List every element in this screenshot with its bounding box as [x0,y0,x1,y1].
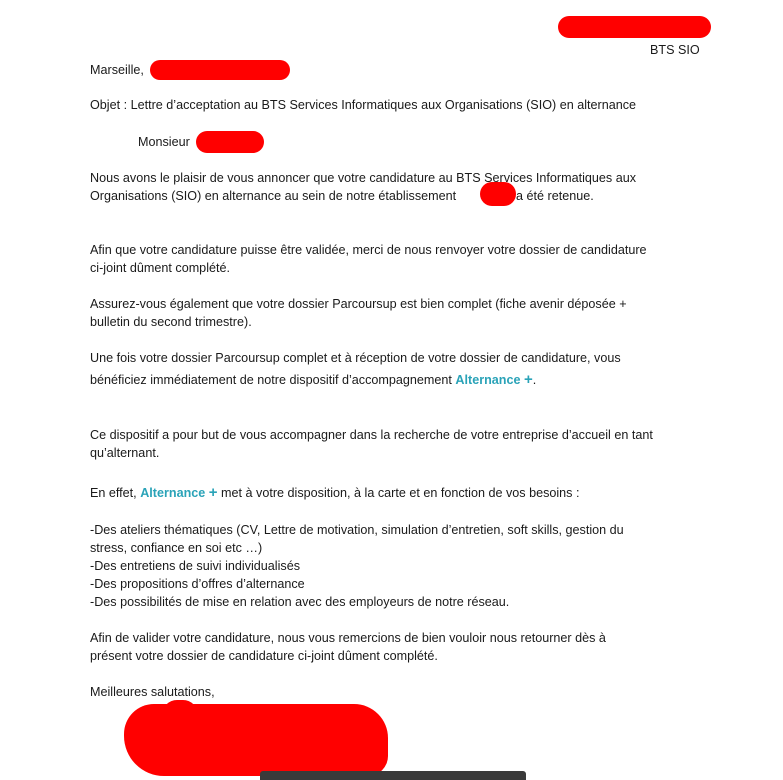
paragraph-6 [90,484,579,502]
paragraph-4-line-1: Une fois votre dossier Parcoursup complet et à réception de votre dossier de candidature, vous [90,351,621,365]
paragraph-5-line-2: qu’alternant. [90,446,160,460]
paragraph-4-end: . [532,373,537,387]
paragraph-3-line-1: Assurez-vous également que votre dossier Parcoursup est bien complet (fiche avenir déposée + [90,297,627,311]
redaction-recipient-name [558,16,711,38]
list-item-1a: -Des ateliers thématiques (CV, Lettre de motivation, simulation d’entretien, soft skills, gestion du [90,523,624,537]
paragraph-2-line-1: Afin que votre candidature puisse être validée, merci de nous renvoyer votre dossier de candidature [90,243,647,257]
recipient-program: BTS SIO [650,43,700,57]
toolbar-bar [260,771,526,780]
paragraph-1-line-2a: Organisations (SIO) en alternance au sein de notre établissement [90,189,457,203]
paragraph-2-line-2: ci-joint dûment complété. [90,261,230,275]
paragraph-7-line-2: présent votre dossier de candidature ci-joint dûment complété. [90,649,438,663]
paragraph-3-line-2: bulletin du second trimestre). [90,315,252,329]
paragraph-1-line-2b: a été retenue. [516,189,594,203]
redaction-signature-2 [162,700,198,730]
paragraph-4-line-2-text: bénéficiez immédiatement de notre dispositif d’accompagnement [90,373,452,387]
paragraph-6-intro: En effet, [90,486,137,500]
list-item-4: -Des possibilités de mise en relation avec des employeurs de notre réseau. [90,595,510,609]
brand-alternance: Alternance [455,373,521,387]
redaction-date [150,60,290,80]
paragraph-4-line-2 [90,371,536,389]
paragraph-5-line-1: Ce dispositif a pour but de vous accompagner dans la recherche de votre entreprise d’accueil en tant [90,428,653,442]
brand-plus-icon-2: + [208,484,218,501]
brand-alternance-2: Alternance [140,486,206,500]
redaction-surname [196,131,264,153]
place-date: Marseille, [90,63,144,77]
subject-line: Objet : Lettre d’acceptation au BTS Services Informatiques aux Organisations (SIO) en alternance [90,98,637,112]
paragraph-6-text: met à votre disposition, à la carte et en fonction de vos besoins : [221,486,580,500]
salutation: Monsieur [138,135,190,149]
paragraph-7-line-1: Afin de valider votre candidature, nous vous remercions de bien vouloir nous retourner dès à [90,631,606,645]
brand-plus-icon: + [524,371,533,388]
list-item-3: -Des propositions d’offres d’alternance [90,577,305,591]
paragraph-1-line-1: Nous avons le plaisir de vous annoncer que votre candidature au BTS Services Informatiques aux [90,171,637,185]
closing: Meilleures salutations, [90,685,215,699]
list-item-1b: stress, confiance en soi etc …) [90,541,263,555]
list-item-2: -Des entretiens de suivi individualisés [90,559,300,573]
